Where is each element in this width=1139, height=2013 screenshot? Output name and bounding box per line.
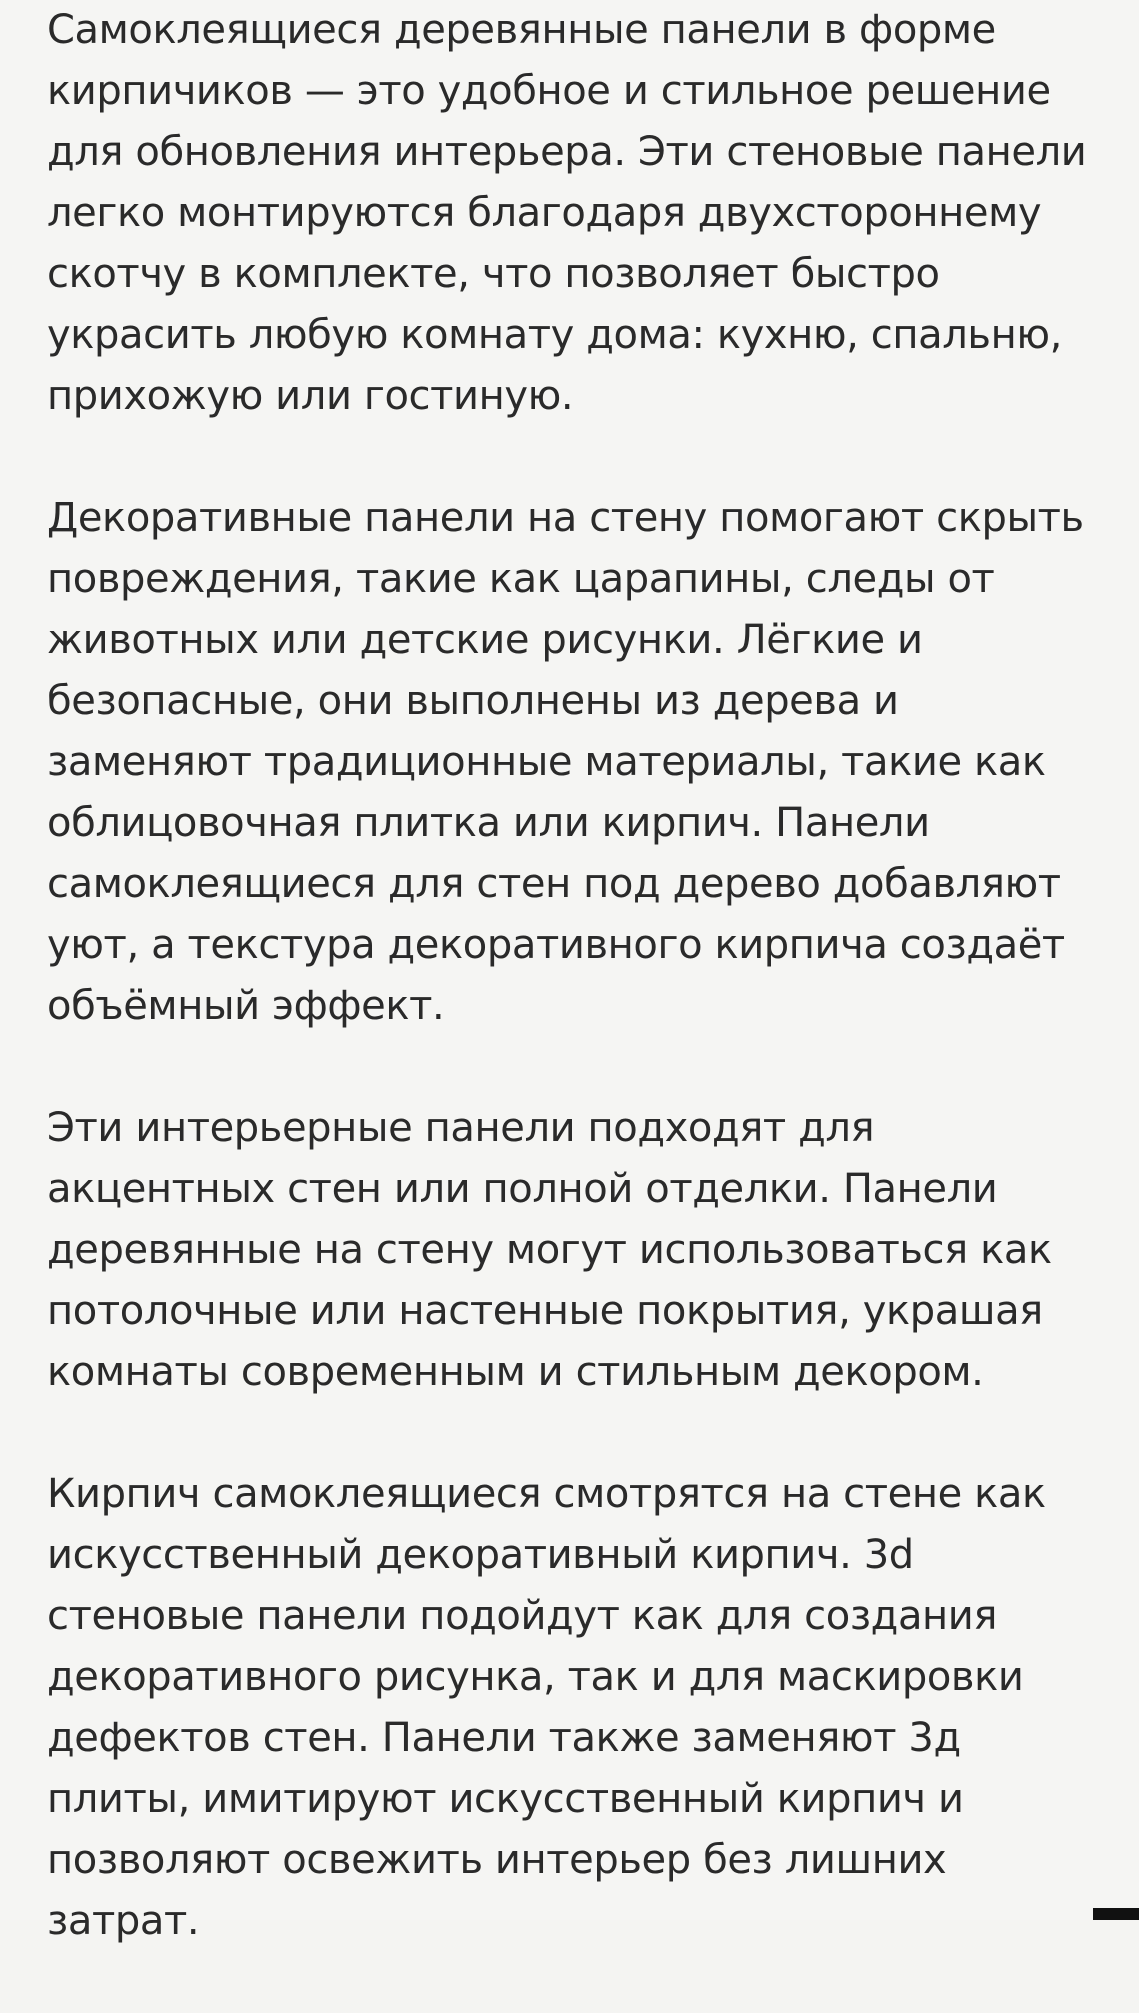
text-line: комнаты современным и стильным декором. — [47, 1349, 984, 1395]
text-line: заменяют традиционные материалы, такие как — [47, 739, 1046, 785]
text-line: декоративного рисунка, так и для маскировки — [47, 1654, 1024, 1700]
text-line: животных или детские рисунки. Лёгкие и — [47, 617, 923, 663]
text-line: уют, а текстура декоративного кирпича создаёт — [47, 922, 1065, 968]
text-line: повреждения, такие как царапины, следы от — [47, 556, 995, 602]
text-line: искусственный декоративный кирпич. 3d — [47, 1532, 914, 1578]
text-line: облицовочная плитка или кирпич. Панели — [47, 800, 930, 846]
text-line: стеновые панели подойдут как для создания — [47, 1593, 998, 1639]
text-line: для обновления интерьера. Эти стеновые панели — [47, 129, 1087, 175]
paragraph-2 — [47, 488, 1107, 1037]
text-line: Самоклеящиеся деревянные панели в форме — [47, 7, 996, 53]
text-line: безопасные, они выполнены из дерева и — [47, 678, 899, 724]
product-description — [47, 0, 1107, 2013]
text-line: Кирпич самоклеящиеся смотрятся на стене как — [47, 1471, 1046, 1517]
text-line: позволяют освежить интерьер без лишних — [47, 1837, 947, 1883]
text-line: потолочные или настенные покрытия, украшая — [47, 1288, 1043, 1334]
text-line: легко монтируются благодаря двухстороннему — [47, 190, 1042, 236]
text-line: плиты, имитируют искусственный кирпич и — [47, 1776, 964, 1822]
text-line: объёмный эффект. — [47, 983, 445, 1029]
text-line: деревянные на стену могут использоваться как — [47, 1227, 1052, 1273]
text-line: кирпичиков — это удобное и стильное решение — [47, 68, 1051, 114]
text-line: самоклеящиеся для стен под дерево добавляют — [47, 861, 1061, 907]
paragraph-4 — [47, 1464, 1107, 1952]
corner-bar — [1093, 1908, 1139, 1920]
paragraph-3 — [47, 1098, 1107, 1403]
text-line: скотчу в комплекте, что позволяет быстро — [47, 251, 940, 297]
text-line: Эти интерьерные панели подходят для — [47, 1105, 875, 1151]
paragraph-1 — [47, 0, 1107, 427]
text-line: дефектов стен. Панели также заменяют 3д — [47, 1715, 961, 1761]
text-line: Декоративные панели на стену помогают скрыть — [47, 495, 1084, 541]
text-line: затрат. — [47, 1898, 200, 1944]
text-line: украсить любую комнату дома: кухню, спальню, — [47, 312, 1062, 358]
text-line: прихожую или гостиную. — [47, 373, 574, 419]
text-line: акцентных стен или полной отделки. Панели — [47, 1166, 998, 1212]
